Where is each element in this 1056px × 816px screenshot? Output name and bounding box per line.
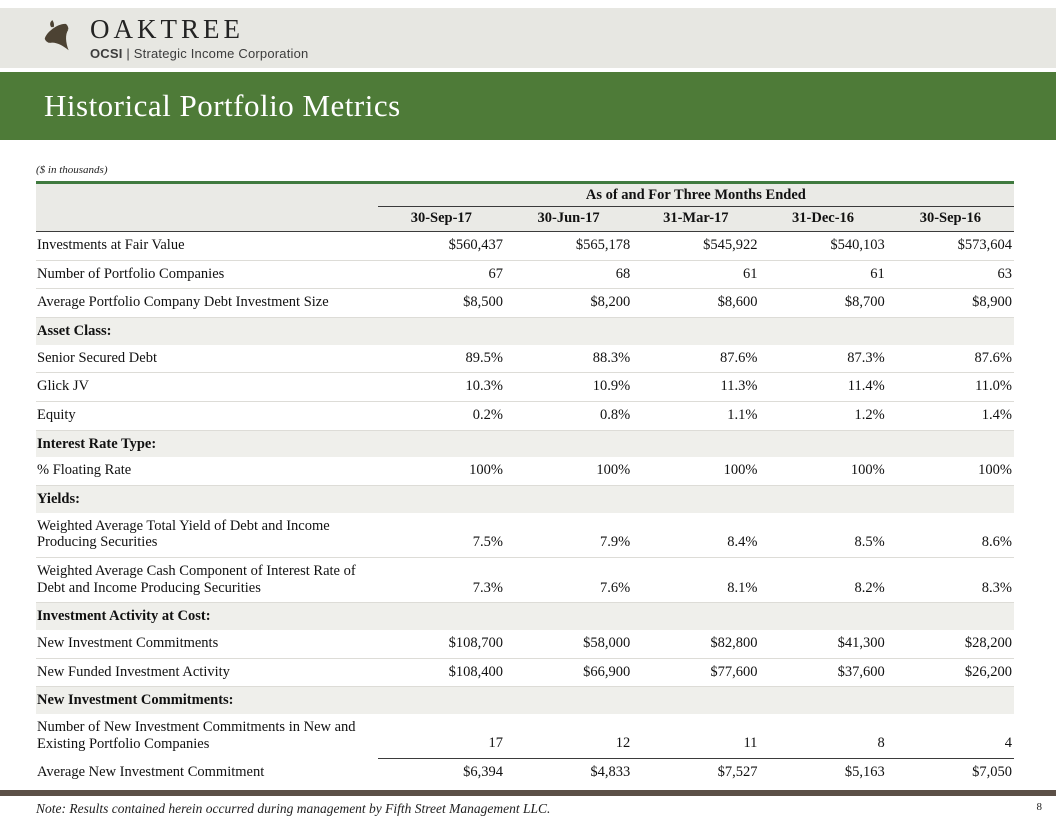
empty-header-cell (36, 183, 378, 207)
table-row (36, 714, 1014, 758)
cell-value: 87.6% (632, 345, 759, 373)
cell-value: 8.2% (759, 558, 886, 603)
cell-value: 7.3% (378, 558, 505, 603)
brand-name: OAKTREE (90, 14, 244, 45)
metrics-table (36, 181, 1014, 787)
cell-value: 89.5% (378, 345, 505, 373)
cell-value: 11 (632, 714, 759, 758)
cell-value: 7.9% (505, 513, 632, 558)
table-row (36, 289, 1014, 318)
table-row (36, 345, 1014, 373)
cell-value: $66,900 (505, 658, 632, 687)
cell-value: 17 (378, 714, 505, 758)
page-number: 8 (1036, 801, 1042, 813)
cell-value: 1.2% (759, 402, 886, 431)
brand-subtitle-name: | Strategic Income Corporation (122, 45, 309, 61)
cell-value: 63 (887, 260, 1014, 289)
row-label: Weighted Average Total Yield of Debt and Income Producing Securities (36, 513, 378, 558)
bottom-bar (0, 790, 1056, 796)
cell-value: $41,300 (759, 630, 886, 658)
cell-value: $573,604 (887, 232, 1014, 261)
table-row (36, 513, 1014, 558)
section-label: New Investment Commitments: (36, 687, 1014, 714)
cell-value: $7,050 (972, 763, 1012, 780)
cell-value: $4,833 (590, 763, 631, 780)
cell-value: 8.1% (632, 558, 759, 603)
cell-value: 7.5% (378, 513, 505, 558)
cell-value: 1.1% (632, 402, 759, 431)
cell-value: 4 (887, 714, 1014, 758)
table-row (36, 658, 1014, 687)
cell-value: $6,394 (463, 763, 503, 780)
cell-value: $8,600 (632, 289, 759, 318)
cell-value: 100% (505, 457, 632, 485)
cell-value: 10.3% (378, 373, 505, 402)
section-row (36, 486, 1014, 513)
cell-value: $8,200 (505, 289, 632, 318)
cell-value: $540,103 (759, 232, 886, 261)
cell-value: $58,000 (505, 630, 632, 658)
page-title: Historical Portfolio Metrics (44, 88, 401, 123)
row-label: New Investment Commitments (36, 630, 378, 658)
cell-value: 87.3% (759, 345, 886, 373)
row-label: % Floating Rate (36, 457, 378, 485)
cell-value: $8,700 (759, 289, 886, 318)
cell-value: 1.4% (887, 402, 1014, 431)
cell-value: $560,437 (378, 232, 505, 261)
cell-value: 11.3% (632, 373, 759, 402)
cell-value: 67 (378, 260, 505, 289)
cell-value: 8.6% (887, 513, 1014, 558)
table-row (36, 373, 1014, 402)
table-row (36, 558, 1014, 603)
brand-logo-row (0, 8, 1056, 68)
cell-value: $8,500 (378, 289, 505, 318)
units-note: ($ in thousands) (36, 164, 108, 176)
section-label: Yields: (36, 486, 1014, 513)
acorn-logo-icon (40, 17, 80, 59)
cell-value: $7,527 (717, 763, 758, 780)
cell-value: 68 (505, 260, 632, 289)
cell-value: $26,200 (887, 658, 1014, 687)
section-row (36, 430, 1014, 457)
cell-value: $108,700 (378, 630, 505, 658)
row-label: Equity (36, 402, 378, 431)
cell-value: 61 (759, 260, 886, 289)
row-label: Average Portfolio Company Debt Investment Size (36, 289, 378, 318)
cell-value: 11.0% (887, 373, 1014, 402)
cell-value: 10.9% (505, 373, 632, 402)
cell-value: 88.3% (505, 345, 632, 373)
cell-value: 0.8% (505, 402, 632, 431)
column-header-30-Jun-17: 30-Jun-17 (505, 207, 632, 232)
section-row (36, 687, 1014, 714)
title-band (0, 72, 1056, 140)
section-row (36, 603, 1014, 630)
cell-value: 8.5% (759, 513, 886, 558)
cell-value: $108,400 (378, 658, 505, 687)
cell-value: $77,600 (632, 658, 759, 687)
cell-value: $545,922 (632, 232, 759, 261)
row-label: Glick JV (36, 373, 378, 402)
content-area (0, 140, 1056, 816)
column-header-31-Mar-17: 31-Mar-17 (632, 207, 759, 232)
table-span-row (36, 183, 1014, 207)
cell-value: 61 (632, 260, 759, 289)
cell-value: 7.6% (505, 558, 632, 603)
table-row (36, 232, 1014, 261)
table-row (36, 260, 1014, 289)
section-label: Interest Rate Type: (36, 430, 1014, 457)
cell-value: $5,163 (844, 763, 885, 780)
table-date-header-row (36, 207, 1014, 232)
cell-value: 8.4% (632, 513, 759, 558)
table-span-header: As of and For Three Months Ended (378, 183, 1014, 207)
cell-value: 100% (887, 457, 1014, 485)
table-row (36, 402, 1014, 431)
cell-value: $82,800 (632, 630, 759, 658)
row-label: Weighted Average Cash Component of Interest Rate of Debt and Income Producing Securities (36, 558, 378, 603)
cell-value: $37,600 (759, 658, 886, 687)
empty-header-cell (36, 207, 378, 232)
column-header-30-Sep-16: 30-Sep-16 (887, 207, 1014, 232)
cell-value: 100% (632, 457, 759, 485)
cell-value: 8.3% (887, 558, 1014, 603)
section-label: Investment Activity at Cost: (36, 603, 1014, 630)
footnote: Note: Results contained herein occurred during management by Fifth Street Management LLC. (36, 800, 551, 816)
row-label: Investments at Fair Value (36, 232, 378, 261)
row-label: Average New Investment Commitment (37, 763, 265, 780)
section-row (36, 318, 1014, 345)
row-label: Senior Secured Debt (36, 345, 378, 373)
brand-header (0, 8, 1056, 68)
row-label: Number of Portfolio Companies (36, 260, 378, 289)
cell-value: 100% (759, 457, 886, 485)
row-label: New Funded Investment Activity (36, 658, 378, 687)
cell-value: $565,178 (505, 232, 632, 261)
cell-value: 0.2% (378, 402, 505, 431)
table-row (36, 758, 1014, 786)
row-label: Number of New Investment Commitments in New and Existing Portfolio Companies (37, 719, 356, 752)
cell-value: 100% (378, 457, 505, 485)
cell-value: 11.4% (759, 373, 886, 402)
brand-text (90, 15, 308, 60)
table-row (36, 457, 1014, 485)
cell-value: 8 (759, 714, 886, 758)
table-row (36, 630, 1014, 658)
column-header-30-Sep-17: 30-Sep-17 (378, 207, 505, 232)
column-header-31-Dec-16: 31-Dec-16 (759, 207, 886, 232)
cell-value: 87.6% (887, 345, 1014, 373)
cell-value: 12 (505, 714, 632, 758)
brand-subtitle-ticker: OCSI (90, 45, 123, 61)
cell-value: $8,900 (887, 289, 1014, 318)
cell-value: $28,200 (887, 630, 1014, 658)
brand-subtitle (90, 46, 308, 61)
section-label: Asset Class: (36, 318, 1014, 345)
